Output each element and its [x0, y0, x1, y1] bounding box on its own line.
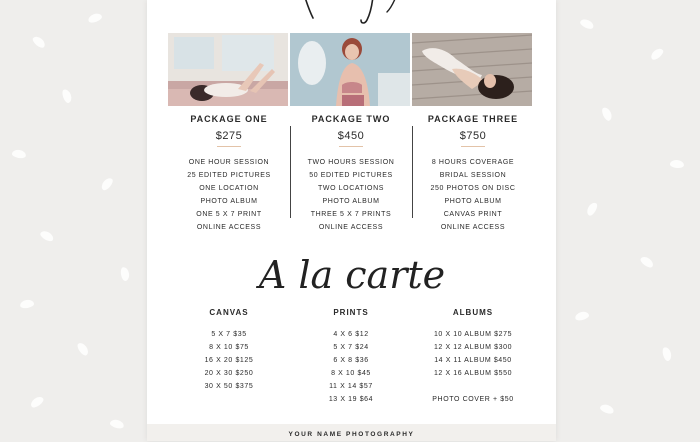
price-underline: [217, 146, 241, 147]
a-la-carte-heading: [147, 244, 556, 304]
carte-item: 20 X 30 $250: [204, 370, 254, 377]
carte-column-title: PRINTS: [333, 308, 369, 317]
petal-decoration: [574, 310, 590, 321]
petal-decoration: [120, 266, 130, 281]
heading-script-fragment: [147, 0, 556, 28]
package-feature: PHOTO ALBUM: [322, 198, 380, 205]
petal-decoration: [11, 149, 26, 159]
package-feature: 50 EDITED PICTURES: [309, 172, 393, 179]
petal-decoration: [661, 346, 672, 362]
petal-decoration: [61, 88, 73, 104]
package-feature: ONLINE ACCESS: [196, 224, 262, 231]
carte-item: 8 X 10 $45: [331, 370, 371, 377]
package-features: [290, 156, 412, 234]
package-feature: ONLINE ACCESS: [318, 224, 384, 231]
package-price: $450: [337, 130, 365, 142]
carte-item: 10 X 10 ALBUM $275: [433, 331, 513, 338]
package-features: [168, 156, 290, 234]
carte-items: [412, 328, 534, 406]
petal-decoration: [87, 12, 103, 24]
package-name: PACKAGE ONE: [190, 114, 268, 124]
package-price: $750: [459, 130, 487, 142]
package-feature: CANVAS PRINT: [443, 211, 503, 218]
pricing-sheet: [147, 0, 556, 441]
package-feature: PHOTO ALBUM: [444, 198, 502, 205]
package-feature: TWO LOCATIONS: [317, 185, 384, 192]
carte-item-extra: PHOTO COVER + $50: [432, 396, 514, 403]
carte-column-title: ALBUMS: [452, 308, 494, 317]
carte-column-albums: [412, 307, 534, 406]
package-feature: BRIDAL SESSION: [439, 172, 507, 179]
package-one-photo: [168, 33, 288, 106]
carte-item: 11 X 14 $57: [329, 383, 373, 390]
package-feature: 25 EDITED PICTURES: [187, 172, 271, 179]
price-underline: [461, 146, 485, 147]
package-feature: ONE LOCATION: [199, 185, 259, 192]
petal-decoration: [39, 229, 55, 243]
carte-item: 13 X 19 $64: [328, 396, 374, 403]
package-features: [412, 156, 534, 234]
petal-decoration: [649, 46, 665, 61]
carte-item: 16 X 20 $125: [204, 357, 254, 364]
petal-decoration: [579, 17, 595, 30]
package-feature: 8 HOURS COVERAGE: [431, 159, 515, 166]
petal-decoration: [600, 106, 613, 122]
petal-decoration: [670, 159, 685, 168]
package-name: PACKAGE TWO: [311, 114, 391, 124]
carte-item: 4 X 6 $12: [333, 331, 369, 338]
carte-column-canvas: [168, 307, 290, 393]
package-feature: THREE 5 X 7 PRINTS: [310, 211, 392, 218]
petal-decoration: [29, 395, 45, 410]
carte-item: 12 X 16 ALBUM $550: [433, 370, 513, 377]
carte-item: 5 X 7 $24: [333, 344, 369, 351]
carte-column-prints: [290, 307, 412, 406]
petal-decoration: [76, 341, 91, 357]
a-la-carte-heading-text: A la carte: [258, 253, 446, 297]
package-name: PACKAGE THREE: [427, 114, 519, 124]
petal-decoration: [31, 34, 47, 49]
petal-decoration: [599, 403, 615, 415]
package-feature: 250 PHOTOS ON DISC: [430, 185, 516, 192]
petal-decoration: [585, 201, 599, 217]
package-feature: ONE HOUR SESSION: [188, 159, 270, 166]
footer-band: [147, 424, 556, 441]
package-feature: ONLINE ACCESS: [440, 224, 506, 231]
carte-items: [168, 328, 290, 393]
package-column: [168, 113, 290, 234]
package-price: $275: [215, 130, 243, 142]
package-feature: ONE 5 X 7 PRINT: [196, 211, 262, 218]
package-photos: [168, 33, 534, 106]
footer-brand: YOUR NAME PHOTOGRAPHY: [288, 431, 415, 438]
carte-item: 6 X 8 $36: [333, 357, 369, 364]
carte-items: [290, 328, 412, 406]
package-column: [412, 113, 534, 234]
carte-item: 5 X 7 $35: [211, 331, 247, 338]
carte-spacer: [412, 380, 534, 393]
petal-decoration: [99, 176, 114, 192]
carte-column-title: CANVAS: [209, 308, 249, 317]
carte-item: 12 X 12 ALBUM $300: [433, 344, 513, 351]
package-column: [290, 113, 412, 234]
petal-decoration: [639, 255, 655, 270]
carte-item: 8 X 10 $75: [209, 344, 249, 351]
package-feature: TWO HOURS SESSION: [307, 159, 395, 166]
carte-item: 30 X 50 $375: [204, 383, 254, 390]
carte-item: 14 X 11 ALBUM $450: [434, 357, 512, 364]
package-three-photo: [412, 33, 532, 106]
package-feature: PHOTO ALBUM: [200, 198, 258, 205]
package-two-photo: [290, 33, 410, 106]
price-underline: [339, 146, 363, 147]
petal-decoration: [19, 299, 34, 309]
petal-decoration: [109, 418, 125, 429]
